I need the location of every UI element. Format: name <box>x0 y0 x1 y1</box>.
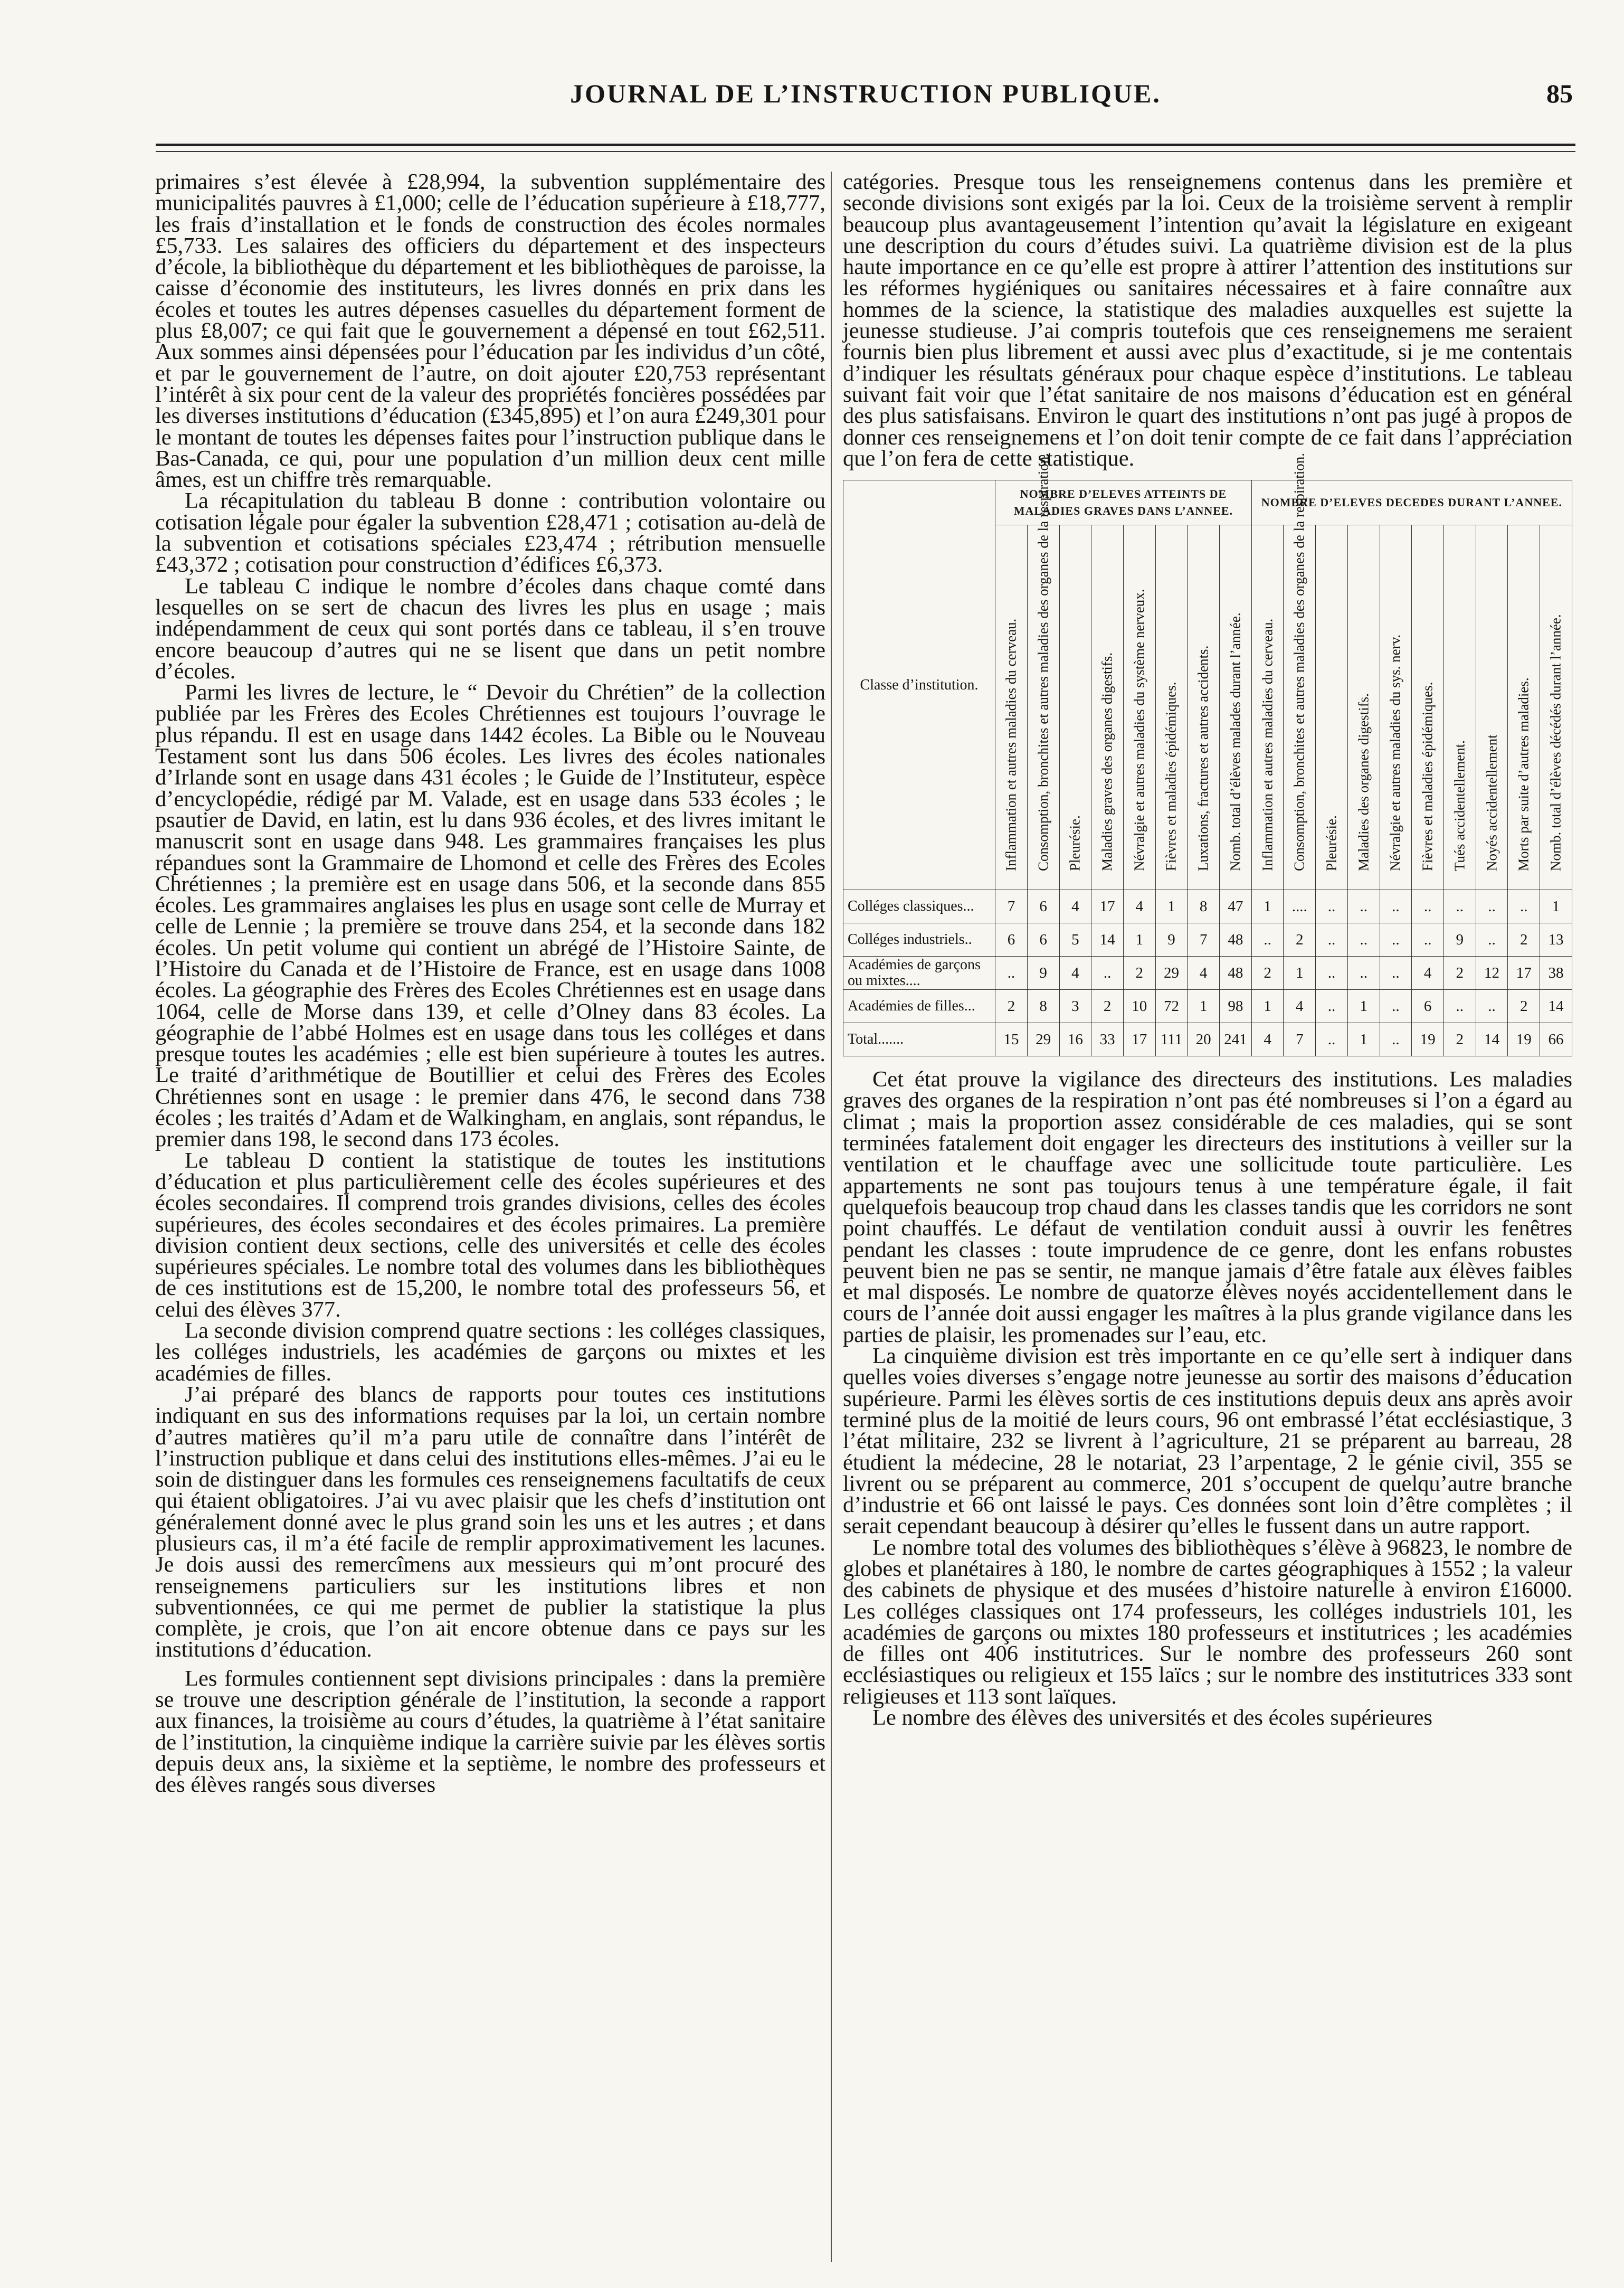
table-cell: 1 <box>1123 923 1155 957</box>
column-header <box>1540 525 1572 890</box>
table-row <box>843 990 1572 1023</box>
table-cell: 29 <box>1155 957 1188 990</box>
table-cell: .... <box>1284 890 1316 923</box>
column-header <box>1091 525 1124 890</box>
table-cell: .. <box>1380 923 1412 957</box>
page-header <box>158 78 1573 120</box>
column-header-label: Maladies graves des organes digestifs. <box>1099 653 1115 872</box>
column-header <box>1220 525 1252 890</box>
row-label: Colléges industriels.. <box>843 923 995 957</box>
table-cell: 6 <box>1412 990 1444 1023</box>
table-cell: 2 <box>1284 923 1316 957</box>
table-cell: 66 <box>1540 1023 1572 1056</box>
table-cell: .. <box>1443 890 1476 923</box>
column-header <box>1188 525 1220 890</box>
column-header-label: Inflammation et autres maladies du cerveau. <box>1003 618 1019 872</box>
table-cell: 15 <box>995 1023 1028 1056</box>
table-cell: 4 <box>1251 1023 1284 1056</box>
row-label: Académies de garçons ou mixtes.... <box>843 957 995 990</box>
table-cell: 29 <box>1027 1023 1059 1056</box>
table-cell: .. <box>1380 957 1412 990</box>
table-cell: 4 <box>1059 890 1091 923</box>
table-cell: 9 <box>1027 957 1059 990</box>
table-cell: 241 <box>1220 1023 1252 1056</box>
table-cell: .. <box>1347 957 1380 990</box>
table-cell: 4 <box>1123 890 1155 923</box>
paragraph: J’ai préparé des blancs de rapports pour toutes ces institutions indiquant en sus des informations requises par la loi, un certain nombre d’autres matières qu’il m’a paru utile de connaître dans l’intérêt de l’instruction publique et dans celui des institutions elles-mêmes. J’ai eu le soin de distinguer dans les formules ces renseignemens facultatifs de ceux qui étaient obligatoires. J’ai vu avec plaisir que les chefs d’institution ont généralement donné avec le plus grand soin les uns et les autres ; et dans plusieurs cas, il m’a été facile de remplir approximativement les lacunes. Je dois aussi des remercîmens aux messieurs qui m’ont procuré des renseignemens particuliers sur les institutions libres et non subventionnées, ce qui me permet de publier la statistique la plus complète, je crois, que l’on ait encore obtenue dans ce pays sur les institutions d’éducation. <box>155 1382 825 1662</box>
table-cell: 7 <box>995 890 1028 923</box>
table-cell: 7 <box>1284 1023 1316 1056</box>
table-row <box>843 923 1572 957</box>
table-cell: 2 <box>1443 1023 1476 1056</box>
table-cell: .. <box>1412 923 1444 957</box>
table-cell: .. <box>1508 890 1540 923</box>
column-header-label: Nomb. total d’élèves décédés durant l’année. <box>1547 614 1564 872</box>
table-cell: 1 <box>1188 990 1220 1023</box>
running-title: JOURNAL DE L’INSTRUCTION PUBLIQUE. <box>570 79 1161 108</box>
table-cell: 47 <box>1220 890 1252 923</box>
table-cell: 13 <box>1540 923 1572 957</box>
health-statistics-table <box>843 453 1572 1056</box>
table-cell: 2 <box>995 990 1028 1023</box>
table-cell: 12 <box>1476 957 1508 990</box>
column-header <box>1508 525 1540 890</box>
table-cell: .. <box>995 957 1028 990</box>
table-cell: 72 <box>1155 990 1188 1023</box>
table-cell: 1 <box>1284 957 1316 990</box>
table-cell: 48 <box>1220 923 1252 957</box>
column-header <box>1123 525 1155 890</box>
table-row <box>843 890 1572 923</box>
column-header-label: Luxations, fractures et autres accidents. <box>1195 645 1211 872</box>
column-header-label: Fièvres et maladies épidémiques. <box>1419 682 1436 872</box>
table-cell: .. <box>1476 923 1508 957</box>
right-column <box>843 169 1572 1731</box>
table-cell: .. <box>1316 1023 1348 1056</box>
column-header-label: Noyés accidentellement <box>1484 734 1499 872</box>
table-cell: 17 <box>1508 957 1540 990</box>
table-cell: 33 <box>1091 1023 1124 1056</box>
table-cell: 14 <box>1476 1023 1508 1056</box>
table-cell: .. <box>1476 890 1508 923</box>
table-cell: 111 <box>1155 1023 1188 1056</box>
column-header <box>1284 453 1316 890</box>
column-header-label: Névralgie et autres maladies du sys. nerv. <box>1387 635 1403 872</box>
column-header <box>1251 525 1284 890</box>
table-cell: 6 <box>1027 890 1059 923</box>
column-header-label: Morts par suite d’autres maladies. <box>1515 677 1532 872</box>
paragraph: La seconde division comprend quatre sections : les colléges classiques, les colléges industriels, les académies de garçons ou mixtes et les académies de filles. <box>155 1318 825 1386</box>
paragraph: La cinquième division est très importante en ce qu’elle sert à indiquer dans quelles voies diverses s’engage notre jeunesse au sortir des maisons d’éducation supérieure. Parmi les élèves sortis de ces institutions depuis deux ans après avoir terminé plus de la moitié de leurs cours, 96 ont embrassé l’état ecclésiastique, 3 l’état militaire, 232 se livrent à l’agriculture, 21 se préparent au barreau, 28 étudient la médecine, 28 le notariat, 23 l’arpentage, 2 le génie civil, 355 se livrent ou se préparent au commerce, 201 s’occupent de quelqu’autre branche d’industrie et 66 ont laissé le pays. Ces données sont loin d’être complètes ; il serait cependant beaucoup à désirer qu’elles le fussent dans un autre rapport. <box>843 1344 1572 1539</box>
column-header <box>1476 525 1508 890</box>
table-cell: 16 <box>1059 1023 1091 1056</box>
paragraph: Le tableau C indique le nombre d’écoles dans chaque comté dans lesquelles on se sert de chacun des livres les plus en usage ; mais indépendamment de ceux qui sont portés dans ce tableau, il s’en trouve encore beaucoup d’autres qui ne se lisent que dans un petit nombre d’écoles. <box>155 573 825 684</box>
column-header <box>1443 525 1476 890</box>
column-header <box>1059 525 1091 890</box>
table-cell: .. <box>1316 957 1348 990</box>
table-cell: 8 <box>1188 890 1220 923</box>
table-cell: .. <box>1316 890 1348 923</box>
table-cell: 98 <box>1220 990 1252 1023</box>
table-row <box>843 957 1572 990</box>
table-cell: 14 <box>1091 923 1124 957</box>
table-cell: .. <box>1443 990 1476 1023</box>
column-header <box>1412 525 1444 890</box>
table-cell: 19 <box>1508 1023 1540 1056</box>
table-cell: .. <box>1380 1023 1412 1056</box>
table-cell: 9 <box>1443 923 1476 957</box>
column-header-label: Pleurésie. <box>1323 815 1340 872</box>
table-cell: 2 <box>1091 990 1124 1023</box>
table-cell: 1 <box>1155 890 1188 923</box>
table-cell: 2 <box>1251 957 1284 990</box>
table-cell: 7 <box>1188 923 1220 957</box>
paragraph: Le nombre des élèves des universités et des écoles supérieures <box>872 1705 1432 1731</box>
group-header-illness: NOMBRE D’ELEVES ATTEINTS DE MALADIES GRAVES DANS L’ANNEE. <box>995 480 1252 525</box>
table-cell: 1 <box>1347 990 1380 1023</box>
column-header-label: Pleurésie. <box>1067 815 1083 872</box>
left-column <box>155 169 825 1798</box>
table-cell: 1 <box>1540 890 1572 923</box>
table-cell: 1 <box>1347 1023 1380 1056</box>
column-header-label: Inflammation et autres maladies du cerveau. <box>1259 618 1276 872</box>
table-cell: .. <box>1347 890 1380 923</box>
table-cell: 1 <box>1251 890 1284 923</box>
table-cell: 2 <box>1123 957 1155 990</box>
column-header-label: Fièvres et maladies épidémiques. <box>1163 682 1179 872</box>
paragraph: Le nombre total des volumes des bibliothèques s’élève à 96823, le nombre de globes et planétaires à 180, le nombre de cartes géographiques à 1552 ; la valeur des cabinets de physique et des musées d’histoire naturelle à environ £16000. Les colléges classiques ont 174 professeurs, les colléges industriels 101, les académies de garçons ou mixtes 180 professeurs et institutrices ; les académies de filles ont 406 institutrices. Sur le nombre des professeurs 260 sont ecclésiastiques ou religieux et 155 laïcs ; sur le nombre des institutrices 333 sont religieuses et 113 sont laïques. <box>843 1535 1572 1709</box>
row-header: Classe d’institution. <box>843 480 995 890</box>
column-header <box>1027 453 1059 890</box>
total-row <box>843 1023 1572 1056</box>
header-rule-thick <box>156 144 1575 146</box>
table-cell: 17 <box>1091 890 1124 923</box>
table-cell: .. <box>1091 957 1124 990</box>
table-cell: 3 <box>1059 990 1091 1023</box>
column-header <box>1155 525 1188 890</box>
paragraph: Cet état prouve la vigilance des directeurs des institutions. Les maladies graves des organes de la respiration n’ont pas été nombreuses si l’on a égard au climat ; mais la proportion assez considérable de ces maladies, qui se sont terminées fatalement doit engager les directeurs des institutions à veiller sur la ventilation et le chauffage avec une sollicitude toute particulière. Les appartements ne sont pas toujours tenus à une température égale, il fait quelquefois beaucoup trop chaud dans les classes tandis que les corridors ne sont point chauffés. Le défaut de ventilation conduit aussi à ouvrir les fenêtres pendant les classes : toute imprudence de ce genre, dont les enfans robustes peuvent bien ne pas se sentir, ne manque jamais d’être fatale aux élèves faibles et mal disposés. Le nombre de quatorze élèves noyés accidentellement dans le cours de l’année doit aussi engager les maîtres à la plus grande vigilance dans les parties de plaisir, les promenades sur l’eau, etc. <box>843 1067 1572 1347</box>
table-cell: .. <box>1347 923 1380 957</box>
column-divider <box>831 172 832 2262</box>
column-header-label: Tués accidentellement. <box>1451 740 1468 872</box>
table-cell: 14 <box>1540 990 1572 1023</box>
column-header-label: Nomb. total d’élèves malades durant l’année. <box>1227 612 1243 872</box>
table-cell: 17 <box>1123 1023 1155 1056</box>
table-cell: 4 <box>1059 957 1091 990</box>
table-cell: 20 <box>1188 1023 1220 1056</box>
column-header-label: Consomption, bronchites et autres maladies des organes de la respiration. <box>1035 453 1051 872</box>
column-header-label: Consomption, bronchites et autres maladies des organes de la respiration. <box>1291 453 1307 872</box>
table-cell: 2 <box>1508 990 1540 1023</box>
paragraph: primaires s’est élevée à £28,994, la subvention supplémentaire des municipalités pauvres à £1,000; celle de l’éducation supérieure à £18,777, les frais d’installation et le fonds de construction des écoles normales £5,733. Les salaires des officiers du département et des inspecteurs d’école, la bibliothèque du département et les bibliothèques de paroisse, la caisse d’économie des instituteurs, les livres donnés en prix dans les écoles et toutes les autres dépenses casuelles du département forment de plus £8,007; ce qui fait que le gouvernement a dépensé en tout £62,511. Aux sommes ainsi dépensées pour l’éducation par les individus d’un côté, et par le gouvernement de l’autre, on doit ajouter £20,753 représentant l’intérêt à six pour cent de la valeur des propriétés foncières possédées par les diverses institutions d’éducation (£345,895) et l’on aura £249,301 pour le montant de toutes les dépenses faites pour l’instruction publique dans le Bas-Canada, ce qui, pour une population d’un million deux cent mille âmes, est un chiffre très remarquable. <box>155 169 825 493</box>
table-cell: 19 <box>1412 1023 1444 1056</box>
table-cell: 2 <box>1443 957 1476 990</box>
table-cell: 48 <box>1220 957 1252 990</box>
table-cell: 6 <box>1027 923 1059 957</box>
table-cell: .. <box>1380 990 1412 1023</box>
table-cell: .. <box>1412 890 1444 923</box>
column-header-label: Maladies des organes digestifs. <box>1355 693 1372 872</box>
paragraph: Parmi les livres de lecture, le “ Devoir du Chrétien” de la collection publiée par les Frères des Ecoles Chrétiennes est toujours l’ouvrage le plus répandu. Il est en usage dans 1442 écoles. La Bible ou le Nouveau Testament sont lus dans 506 écoles. Les livres des écoles nationales d’Irlande sont en usage dans 431 écoles ; le Guide de l’Instituteur, espèce d’encyclopédie, rédigé par M. Valade, est en usage dans 533 écoles ; le psautier de David, en latin, est lu dans 936 écoles, et des livres imitant le manuscrit sont en usage dans 948. Les grammaires françaises les plus répandues sont la Grammaire de Lhomond et celle des Frères des Ecoles Chrétiennes ; la première est en usage dans 506, et la seconde dans 855 écoles. Les grammaires anglaises les plus en usage sont celle de Murray et celle de Lennie ; la première se trouve dans 254, et la seconde dans 182 écoles. Un petit volume qui contient un abrégé de l’Histoire Sainte, de l’Histoire du Canada et de l’Histoire de France, est en usage dans 1008 écoles. La géographie des Frères des Ecoles Chrétiennes est en usage dans 1064, celle de Morse dans 139, et celle d’Olney dans 83 écoles. La géographie de l’abbé Holmes est en usage dans tous les colléges et dans presque toutes les académies ; elle est bien supérieure à toutes les autres. Le traité d’arithmétique de Boutillier et celui des Frères des Ecoles Chrétiennes sont en usage : le premier dans 476, le second dans 738 écoles ; les traités d’Adam et de Walkingham, en anglais, sont répandus, le premier dans 198, le second dans 173 écoles. <box>155 680 825 1152</box>
table-cell: .. <box>1251 923 1284 957</box>
table-cell: 6 <box>995 923 1028 957</box>
header-rule-thin <box>156 151 1575 152</box>
row-label: Total....... <box>843 1023 995 1056</box>
table-cell: 10 <box>1123 990 1155 1023</box>
table-cell: 1 <box>1251 990 1284 1023</box>
table-cell: 38 <box>1540 957 1572 990</box>
table-cell: .. <box>1316 923 1348 957</box>
paragraph: La récapitulation du tableau B donne : contribution volontaire ou cotisation légale pour égaler la subvention £28,471 ; cotisation au-delà de la subvention et cotisations spéciales £23,474 ; rétribution mensuelle £43,372 ; cotisation pour construction d’édifices £6,373. <box>155 488 825 578</box>
paragraph: Le tableau D contient la statistique de toutes les institutions d’éducation et plus particulièrement celle des écoles supérieures et des écoles secondaires. Il comprend trois grandes divisions, celles des écoles supérieures, des écoles secondaires et des écoles primaires. La première division contient deux sections, celle des universités et celle des écoles supérieures spéciales. Le nombre total des volumes dans les bibliothèques de ces institutions est de 15,200, le nombre total des professeurs 56, et celui des élèves 377. <box>155 1148 825 1322</box>
table-cell: 5 <box>1059 923 1091 957</box>
table-cell: 8 <box>1027 990 1059 1023</box>
table <box>843 453 1572 1056</box>
table-cell: 2 <box>1508 923 1540 957</box>
column-header <box>1316 525 1348 890</box>
table-cell: 4 <box>1412 957 1444 990</box>
row-label: Académies de filles... <box>843 990 995 1023</box>
table-cell: 4 <box>1188 957 1220 990</box>
table-cell: 9 <box>1155 923 1188 957</box>
table-cell: .. <box>1476 990 1508 1023</box>
row-label: Colléges classiques... <box>843 890 995 923</box>
table-cell: .. <box>1380 890 1412 923</box>
table-cell: 4 <box>1284 990 1316 1023</box>
group-header-deaths: NOMBRE D’ELEVES DECEDES DURANT L’ANNEE. <box>1251 480 1572 525</box>
column-header <box>1380 525 1412 890</box>
paragraph: catégories. Presque tous les renseignemens contenus dans les première et seconde divisions sont exigés par la loi. Ceux de la troisième servent à remplir beaucoup plus avantageusement l’intention qu’avait la législature en exigeant une description du cours d’études suivi. La quatrième division est de la plus haute importance en ce qu’elle est propre à attirer l’attention des institutions sur les réformes hygiéniques ou sanitaires nécessaires et à faire connaître aux hommes de la science, la statistique des maladies auxquelles est sujette la jeunesse studieuse. J’ai compris toutefois que ces renseignemens me seraient fournis bien plus librement et aussi avec plus d’exactitude, si je me contentais d’indiquer les résultats généraux pour chaque espèce d’institutions. Le tableau suivant fait voir que l’état sanitaire de nos maisons d’éducation est en général des plus satisfaisans. Environ le quart des institutions n’ont pas jugé à propos de donner ces renseignemens et l’on doit tenir compte de ce fait dans l’appréciation que l’on fera de cette statistique. <box>843 169 1572 471</box>
table-cell: .. <box>1316 990 1348 1023</box>
column-header-label: Névralgie et autres maladies du système nerveux. <box>1131 589 1147 872</box>
page-number: 85 <box>1546 79 1573 108</box>
paragraph: Les formules contiennent sept divisions principales : dans la première se trouve une description générale de l’institution, la seconde a rapport aux finances, la troisième au cours d’études, la quatrième à l’état sanitaire de l’institution, la cinquième indique la carrière suivie par les élèves sortis depuis deux ans, la sixième et la septième, le nombre des professeurs et des élèves rangés sous diverses <box>155 1666 825 1798</box>
column-header <box>1347 525 1380 890</box>
column-header <box>995 525 1028 890</box>
